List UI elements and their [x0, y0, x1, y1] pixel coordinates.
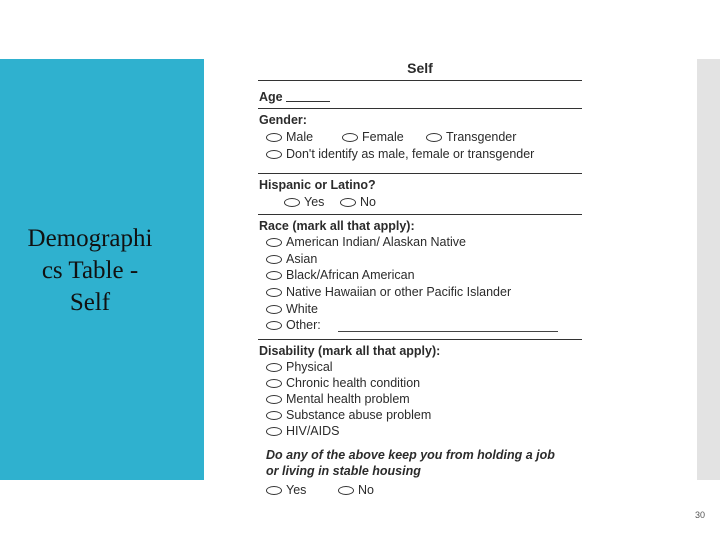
- divider: [258, 339, 582, 340]
- gender-label: Gender:: [259, 113, 307, 127]
- radio-circle-icon: [340, 198, 356, 207]
- divider: [258, 108, 582, 109]
- race-option-american-indian[interactable]: American Indian/ Alaskan Native: [266, 235, 466, 249]
- disability-option-mental-health[interactable]: Mental health problem: [266, 392, 410, 406]
- divider: [258, 80, 582, 81]
- gender-option-female[interactable]: Female: [342, 130, 404, 144]
- hispanic-label: Hispanic or Latino?: [259, 178, 376, 192]
- disability-impact-question: [266, 447, 555, 479]
- race-other-input-line[interactable]: [338, 331, 558, 332]
- disability-option-hiv-aids[interactable]: HIV/AIDS: [266, 424, 340, 438]
- race-option-asian[interactable]: Asian: [266, 252, 317, 266]
- demographics-form: [258, 58, 588, 504]
- question-line-2: or living in stable housing: [266, 464, 421, 478]
- checkbox-circle-icon: [266, 411, 282, 420]
- slide-title-line-1: Demographi: [27, 225, 153, 252]
- page-number: 30: [695, 510, 706, 520]
- disability-label: Disability (mark all that apply):: [259, 344, 441, 358]
- checkbox-circle-icon: [266, 238, 282, 247]
- radio-circle-icon: [266, 150, 282, 159]
- gender-option-transgender[interactable]: Transgender: [426, 130, 516, 144]
- hispanic-option-no[interactable]: No: [340, 195, 376, 209]
- slide-title: [0, 223, 180, 319]
- checkbox-circle-icon: [266, 363, 282, 372]
- gender-option-none[interactable]: Don't identify as male, female or transgender: [266, 147, 534, 161]
- side-bar: [697, 59, 720, 480]
- race-option-other[interactable]: Other:: [266, 318, 321, 332]
- race-label: Race (mark all that apply):: [259, 219, 415, 233]
- question-option-yes[interactable]: Yes: [266, 483, 306, 497]
- checkbox-circle-icon: [266, 288, 282, 297]
- form-title: Self: [407, 60, 433, 76]
- divider: [258, 214, 582, 215]
- question-option-no[interactable]: No: [338, 483, 374, 497]
- divider: [258, 173, 582, 174]
- race-option-native-hawaiian[interactable]: Native Hawaiian or other Pacific Islander: [266, 285, 511, 299]
- disability-option-physical[interactable]: Physical: [266, 360, 333, 374]
- radio-circle-icon: [338, 486, 354, 495]
- question-line-1: Do any of the above keep you from holding a job: [266, 448, 555, 462]
- checkbox-circle-icon: [266, 427, 282, 436]
- age-label: Age: [259, 90, 283, 104]
- radio-circle-icon: [266, 486, 282, 495]
- age-input-line[interactable]: [286, 101, 330, 102]
- radio-circle-icon: [426, 133, 442, 142]
- race-option-white[interactable]: White: [266, 302, 318, 316]
- disability-option-substance-abuse[interactable]: Substance abuse problem: [266, 408, 431, 422]
- hispanic-option-yes[interactable]: Yes: [284, 195, 324, 209]
- radio-circle-icon: [342, 133, 358, 142]
- disability-option-chronic[interactable]: Chronic health condition: [266, 376, 420, 390]
- radio-circle-icon: [284, 198, 300, 207]
- checkbox-circle-icon: [266, 395, 282, 404]
- radio-circle-icon: [266, 133, 282, 142]
- age-field: [259, 90, 330, 104]
- checkbox-circle-icon: [266, 255, 282, 264]
- checkbox-circle-icon: [266, 321, 282, 330]
- race-option-black[interactable]: Black/African American: [266, 268, 415, 282]
- slide-title-line-3: Self: [69, 289, 111, 316]
- slide-title-line-2: cs Table -: [41, 257, 139, 284]
- checkbox-circle-icon: [266, 379, 282, 388]
- checkbox-circle-icon: [266, 305, 282, 314]
- gender-option-male[interactable]: Male: [266, 130, 313, 144]
- checkbox-circle-icon: [266, 271, 282, 280]
